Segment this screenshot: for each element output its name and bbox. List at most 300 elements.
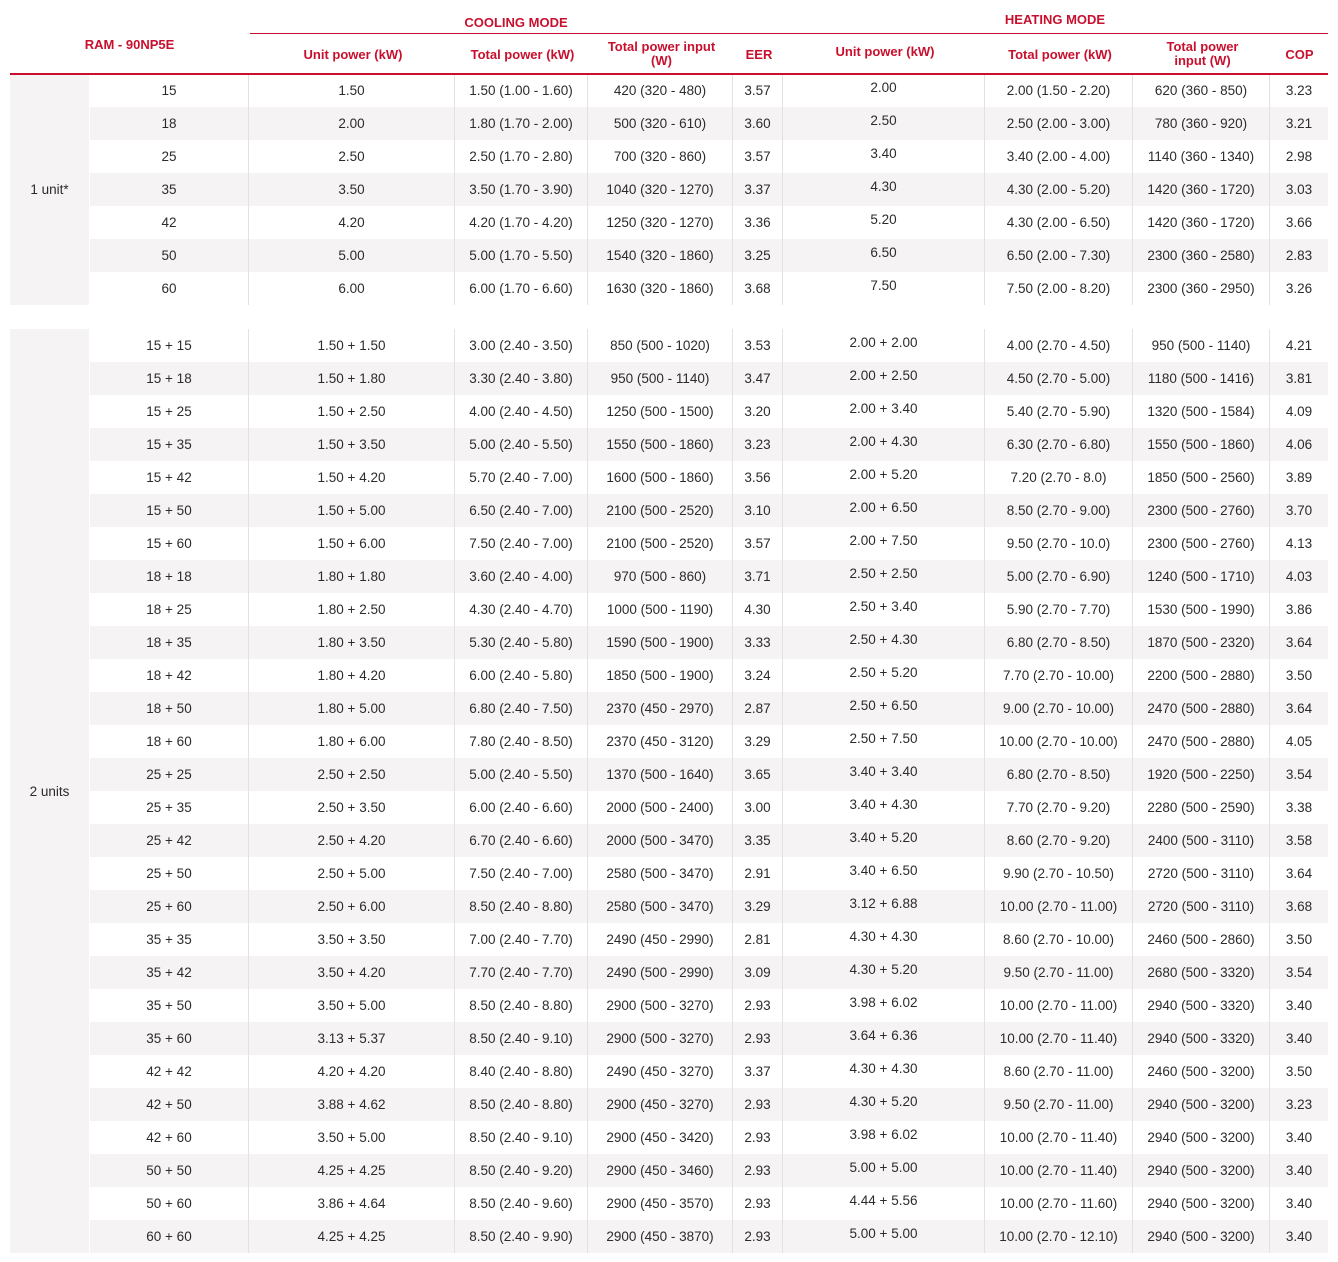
table-row (90, 923, 1328, 956)
cool-total-power-header: Total power (kW) (470, 47, 575, 62)
indoor-combination-cell: 35 + 42 (90, 956, 249, 989)
cool-unit-power-cell: 1.80 + 2.50 (249, 593, 455, 626)
heat-power-input-cell: 2460 (500 - 2860) (1133, 923, 1270, 956)
indoor-combination-cell: 42 + 42 (90, 1055, 249, 1088)
cool-unit-power-cell: 1.50 + 6.00 (249, 527, 455, 560)
heat-total-power-cell: 8.60 (2.70 - 9.20) (985, 824, 1133, 857)
cool-power-input-cell: 2490 (450 - 3270) (588, 1055, 733, 1088)
group-label: 2 units (10, 329, 90, 1253)
heat-total-power-cell: 4.50 (2.70 - 5.00) (985, 362, 1133, 395)
cool-power-input-cell: 1600 (500 - 1860) (588, 461, 733, 494)
eer-cell: 3.10 (733, 494, 783, 527)
cop-cell: 3.38 (1285, 800, 1313, 815)
indoor-combination-cell: 25 + 60 (90, 890, 249, 923)
heat-total-power-cell: 8.60 (2.70 - 10.00) (985, 923, 1133, 956)
heat-unit-power-cell: 4.30 + 5.20 (783, 1088, 985, 1121)
cool-total-power-cell: 8.40 (2.40 - 8.80) (455, 1055, 588, 1088)
heat-power-input-cell: 2470 (500 - 2880) (1133, 725, 1270, 758)
cool-power-input-cell: 1850 (500 - 1900) (588, 659, 733, 692)
eer-cell: 3.33 (733, 626, 783, 659)
heat-total-power-cell: 5.40 (2.70 - 5.90) (985, 395, 1133, 428)
cool-unit-power-cell: 1.50 + 5.00 (249, 494, 455, 527)
indoor-combination-cell: 35 (90, 173, 249, 206)
cool-unit-power-cell: 1.50 (249, 74, 455, 107)
heat-total-power-cell: 10.00 (2.70 - 10.00) (985, 725, 1133, 758)
cop-cell: 3.66 (1285, 215, 1313, 230)
indoor-combination-cell: 35 + 60 (90, 1022, 249, 1055)
cool-power-input-cell: 2900 (450 - 3870) (588, 1220, 733, 1253)
heat-total-power-cell: 4.30 (2.00 - 5.20) (985, 173, 1133, 206)
eer-cell: 3.37 (733, 1055, 783, 1088)
indoor-combination-cell: 25 (90, 140, 249, 173)
heat-unit-power-cell: 2.00 + 4.30 (783, 428, 985, 461)
cool-power-input-cell: 2900 (450 - 3570) (588, 1187, 733, 1220)
table-row (90, 272, 1328, 305)
cop-cell: 3.50 (1285, 668, 1313, 683)
cool-total-power-cell: 6.80 (2.40 - 7.50) (455, 692, 588, 725)
heat-power-input-cell: 620 (360 - 850) (1133, 74, 1270, 107)
eer-cell: 3.65 (733, 758, 783, 791)
row-group (10, 329, 1328, 1253)
heat-power-input-cell: 2400 (500 - 3110) (1133, 824, 1270, 857)
indoor-combination-cell: 15 + 42 (90, 461, 249, 494)
table-row (90, 890, 1328, 923)
table-row (90, 329, 1328, 362)
cop-cell: 3.50 (1285, 1064, 1313, 1079)
cop-cell: 3.40 (1285, 1229, 1313, 1244)
eer-cell: 4.30 (733, 593, 783, 626)
cool-power-input-cell: 1370 (500 - 1640) (588, 758, 733, 791)
cool-unit-power-cell: 2.50 + 5.00 (249, 857, 455, 890)
cool-power-input-cell: 700 (320 - 860) (588, 140, 733, 173)
table-row (90, 140, 1328, 173)
cop-cell: 4.13 (1285, 536, 1313, 551)
cool-unit-power-cell: 2.50 + 4.20 (249, 824, 455, 857)
table-row (90, 626, 1328, 659)
table-body (10, 74, 1328, 1253)
heat-total-power-cell: 9.00 (2.70 - 10.00) (985, 692, 1133, 725)
cool-total-power-cell: 8.50 (2.40 - 9.10) (455, 1121, 588, 1154)
cool-power-input-cell: 2000 (500 - 2400) (588, 791, 733, 824)
cop-cell: 3.64 (1285, 701, 1313, 716)
cool-unit-power-cell: 1.50 + 1.80 (249, 362, 455, 395)
cool-total-power-cell: 8.50 (2.40 - 9.20) (455, 1154, 588, 1187)
cool-power-input-cell: 500 (320 - 610) (588, 107, 733, 140)
table-row (90, 494, 1328, 527)
heat-power-input-header (1134, 40, 1271, 68)
cop-cell: 4.03 (1285, 569, 1313, 584)
cop-cell: 3.40 (1285, 998, 1313, 1013)
table-row (90, 857, 1328, 890)
heat-unit-power-header: Unit power (kW) (835, 44, 935, 59)
cop-cell: 4.06 (1285, 437, 1313, 452)
cool-unit-power-cell: 1.80 + 1.80 (249, 560, 455, 593)
heat-power-input-cell: 2470 (500 - 2880) (1133, 692, 1270, 725)
cop-cell: 3.40 (1285, 1130, 1313, 1145)
heat-power-input-cell: 2460 (500 - 3200) (1133, 1055, 1270, 1088)
cop-cell: 4.09 (1285, 404, 1313, 419)
table-row (90, 1055, 1328, 1088)
heat-unit-power-cell: 7.50 (783, 272, 985, 305)
table-row (90, 956, 1328, 989)
cool-total-power-cell: 4.20 (1.70 - 4.20) (455, 206, 588, 239)
heat-total-power-cell: 6.80 (2.70 - 8.50) (985, 626, 1133, 659)
indoor-combination-cell: 35 + 35 (90, 923, 249, 956)
table-row (90, 1154, 1328, 1187)
indoor-combination-cell: 18 + 25 (90, 593, 249, 626)
heat-unit-power-cell: 3.40 + 5.20 (783, 824, 985, 857)
cop-cell: 4.05 (1285, 734, 1313, 749)
cop-cell: 2.83 (1285, 248, 1313, 263)
cool-total-power-cell: 5.00 (1.70 - 5.50) (455, 239, 588, 272)
heat-total-power-cell: 10.00 (2.70 - 12.10) (985, 1220, 1133, 1253)
cool-power-input-cell: 2900 (450 - 3270) (588, 1088, 733, 1121)
table-row (90, 395, 1328, 428)
cool-total-power-cell: 8.50 (2.40 - 9.90) (455, 1220, 588, 1253)
cool-unit-power-cell: 1.80 + 3.50 (249, 626, 455, 659)
cool-unit-power-cell: 3.50 + 3.50 (249, 923, 455, 956)
heat-total-power-cell: 2.00 (1.50 - 2.20) (985, 74, 1133, 107)
cool-total-power-cell: 8.50 (2.40 - 9.10) (455, 1022, 588, 1055)
indoor-combination-cell: 35 + 50 (90, 989, 249, 1022)
cool-unit-power-cell: 1.50 + 2.50 (249, 395, 455, 428)
row-group (10, 74, 1328, 305)
cool-power-input-cell: 2370 (450 - 2970) (588, 692, 733, 725)
indoor-combination-cell: 50 (90, 239, 249, 272)
eer-cell: 3.68 (733, 272, 783, 305)
cop-cell: 3.23 (1285, 1097, 1313, 1112)
heat-power-input-cell: 2720 (500 - 3110) (1133, 857, 1270, 890)
table-row (90, 362, 1328, 395)
cool-power-input-cell: 2900 (500 - 3270) (588, 1022, 733, 1055)
heat-unit-power-cell: 2.00 + 7.50 (783, 527, 985, 560)
table-row (90, 989, 1328, 1022)
indoor-combination-cell: 25 + 42 (90, 824, 249, 857)
cool-unit-power-cell: 4.20 (249, 206, 455, 239)
heat-total-power-cell: 10.00 (2.70 - 11.60) (985, 1187, 1133, 1220)
cool-power-input-cell: 2100 (500 - 2520) (588, 527, 733, 560)
heat-power-input-cell: 1850 (500 - 2560) (1133, 461, 1270, 494)
cool-unit-power-cell: 4.20 + 4.20 (249, 1055, 455, 1088)
cool-total-power-cell: 7.80 (2.40 - 8.50) (455, 725, 588, 758)
heat-total-power-cell: 7.20 (2.70 - 8.0) (985, 461, 1133, 494)
eer-cell: 3.29 (733, 890, 783, 923)
cop-cell: 3.21 (1285, 116, 1313, 131)
heat-total-power-cell: 5.00 (2.70 - 6.90) (985, 560, 1133, 593)
eer-cell: 3.20 (733, 395, 783, 428)
cool-unit-power-cell: 3.50 (249, 173, 455, 206)
cool-unit-power-cell: 2.50 + 2.50 (249, 758, 455, 791)
cool-total-power-cell: 8.50 (2.40 - 8.80) (455, 989, 588, 1022)
eer-cell: 2.93 (733, 1022, 783, 1055)
cool-power-input-cell: 1590 (500 - 1900) (588, 626, 733, 659)
heat-unit-power-cell: 4.30 + 5.20 (783, 956, 985, 989)
cool-unit-power-cell: 2.50 + 6.00 (249, 890, 455, 923)
eer-cell: 3.35 (733, 824, 783, 857)
cool-power-input-header-line1: Total power input (607, 39, 716, 54)
table-row (90, 659, 1328, 692)
heat-power-input-cell: 1870 (500 - 2320) (1133, 626, 1270, 659)
indoor-combination-cell: 18 + 60 (90, 725, 249, 758)
heat-unit-power-cell: 4.30 + 4.30 (783, 923, 985, 956)
heat-unit-power-cell: 2.50 + 6.50 (783, 692, 985, 725)
cool-power-input-cell: 1550 (500 - 1860) (588, 428, 733, 461)
cool-total-power-cell: 1.50 (1.00 - 1.60) (455, 74, 588, 107)
eer-cell: 2.93 (733, 1220, 783, 1253)
heat-unit-power-cell: 5.20 (783, 206, 985, 239)
indoor-combination-cell: 18 + 42 (90, 659, 249, 692)
table-row (90, 74, 1328, 107)
heat-power-input-cell: 1180 (500 - 1416) (1133, 362, 1270, 395)
cool-total-power-cell: 7.70 (2.40 - 7.70) (455, 956, 588, 989)
cool-power-input-header-line2: (W) (651, 53, 672, 68)
heat-total-power-cell: 5.90 (2.70 - 7.70) (985, 593, 1133, 626)
cool-power-input-cell: 1540 (320 - 1860) (588, 239, 733, 272)
heat-total-power-cell: 4.00 (2.70 - 4.50) (985, 329, 1133, 362)
cool-total-power-cell: 8.50 (2.40 - 9.60) (455, 1187, 588, 1220)
heat-power-input-cell: 1420 (360 - 1720) (1133, 206, 1270, 239)
cool-total-power-cell: 6.70 (2.40 - 6.60) (455, 824, 588, 857)
group-rows (90, 329, 1328, 1253)
cool-total-power-cell: 2.50 (1.70 - 2.80) (455, 140, 588, 173)
heat-power-input-cell: 780 (360 - 920) (1133, 107, 1270, 140)
table-row (90, 173, 1328, 206)
heat-unit-power-cell: 4.30 + 4.30 (783, 1055, 985, 1088)
cool-power-input-cell: 1040 (320 - 1270) (588, 173, 733, 206)
heat-power-input-cell: 1550 (500 - 1860) (1133, 428, 1270, 461)
heat-total-power-cell: 8.60 (2.70 - 11.00) (985, 1055, 1133, 1088)
header-bottom-rule (10, 73, 1328, 75)
cool-unit-power-cell: 3.50 + 5.00 (249, 989, 455, 1022)
cool-total-power-cell: 5.00 (2.40 - 5.50) (455, 428, 588, 461)
heat-power-input-header-line1: Total power (1166, 39, 1239, 54)
heat-total-power-cell: 6.80 (2.70 - 8.50) (985, 758, 1133, 791)
indoor-combination-cell: 18 + 18 (90, 560, 249, 593)
table-row (90, 1022, 1328, 1055)
heat-unit-power-cell: 5.00 + 5.00 (783, 1220, 985, 1253)
heat-unit-power-cell: 2.00 (783, 74, 985, 107)
table-row (90, 824, 1328, 857)
heat-power-input-cell: 1420 (360 - 1720) (1133, 173, 1270, 206)
heat-unit-power-cell: 6.50 (783, 239, 985, 272)
table-row (90, 1187, 1328, 1220)
eer-cell: 3.57 (733, 140, 783, 173)
cop-cell: 3.89 (1285, 470, 1313, 485)
cool-power-input-cell: 2100 (500 - 2520) (588, 494, 733, 527)
table-row (90, 527, 1328, 560)
indoor-combination-cell: 15 + 25 (90, 395, 249, 428)
indoor-combination-cell: 15 + 35 (90, 428, 249, 461)
heat-total-power-cell: 2.50 (2.00 - 3.00) (985, 107, 1133, 140)
eer-cell: 3.57 (733, 74, 783, 107)
cool-total-power-cell: 3.30 (2.40 - 3.80) (455, 362, 588, 395)
eer-cell: 3.37 (733, 173, 783, 206)
eer-cell: 3.23 (733, 428, 783, 461)
cool-total-power-cell: 6.00 (1.70 - 6.60) (455, 272, 588, 305)
cop-cell: 3.86 (1285, 602, 1313, 617)
heat-unit-power-cell: 2.00 + 6.50 (783, 494, 985, 527)
heat-power-input-cell: 1140 (360 - 1340) (1133, 140, 1270, 173)
heat-power-input-cell: 2940 (500 - 3200) (1133, 1154, 1270, 1187)
heat-power-input-cell: 1920 (500 - 2250) (1133, 758, 1270, 791)
heat-unit-power-cell: 2.50 + 5.20 (783, 659, 985, 692)
table-row (90, 461, 1328, 494)
cop-cell: 3.81 (1285, 371, 1313, 386)
cool-unit-power-cell: 4.25 + 4.25 (249, 1220, 455, 1253)
table-row (90, 692, 1328, 725)
eer-cell: 3.25 (733, 239, 783, 272)
heat-unit-power-cell: 3.40 + 3.40 (783, 758, 985, 791)
cop-cell: 2.98 (1285, 149, 1313, 164)
indoor-combination-cell: 42 + 50 (90, 1088, 249, 1121)
indoor-combination-cell: 18 (90, 107, 249, 140)
cop-cell: 3.26 (1285, 281, 1313, 296)
heat-unit-power-cell: 4.44 + 5.56 (783, 1187, 985, 1220)
heat-power-input-cell: 2300 (500 - 2760) (1133, 527, 1270, 560)
cool-total-power-cell: 7.50 (2.40 - 7.00) (455, 857, 588, 890)
cop-header: COP (1285, 47, 1314, 62)
heat-power-input-cell: 2680 (500 - 3320) (1133, 956, 1270, 989)
heat-total-power-cell: 9.50 (2.70 - 10.0) (985, 527, 1133, 560)
heating-mode-rule (782, 33, 1328, 34)
eer-cell: 3.60 (733, 107, 783, 140)
heat-power-input-cell: 1530 (500 - 1990) (1133, 593, 1270, 626)
cop-cell: 3.64 (1285, 866, 1313, 881)
heat-unit-power-cell: 2.50 + 2.50 (783, 560, 985, 593)
cool-total-power-cell: 5.00 (2.40 - 5.50) (455, 758, 588, 791)
cool-total-power-cell: 7.00 (2.40 - 7.70) (455, 923, 588, 956)
eer-cell: 2.93 (733, 1154, 783, 1187)
heat-power-input-cell: 2940 (500 - 3320) (1133, 1022, 1270, 1055)
cool-unit-power-cell: 1.80 + 6.00 (249, 725, 455, 758)
cool-power-input-cell: 1000 (500 - 1190) (588, 593, 733, 626)
cool-total-power-cell: 6.00 (2.40 - 6.60) (455, 791, 588, 824)
cop-cell: 3.54 (1285, 965, 1313, 980)
indoor-combination-cell: 15 + 60 (90, 527, 249, 560)
cool-total-power-cell: 6.00 (2.40 - 5.80) (455, 659, 588, 692)
heat-unit-power-cell: 2.50 + 4.30 (783, 626, 985, 659)
table-row (90, 1220, 1328, 1253)
cool-power-input-cell: 850 (500 - 1020) (588, 329, 733, 362)
eer-cell: 3.00 (733, 791, 783, 824)
cooling-mode-rule (250, 33, 782, 34)
eer-cell: 3.56 (733, 461, 783, 494)
heat-total-power-cell: 8.50 (2.70 - 9.00) (985, 494, 1133, 527)
heat-unit-power-cell: 2.50 (783, 107, 985, 140)
table-row (90, 560, 1328, 593)
heat-total-power-cell: 7.70 (2.70 - 10.00) (985, 659, 1133, 692)
heat-power-input-cell: 2940 (500 - 3200) (1133, 1121, 1270, 1154)
cool-unit-power-cell: 1.50 + 3.50 (249, 428, 455, 461)
cool-power-input-cell: 1250 (500 - 1500) (588, 395, 733, 428)
heat-power-input-cell: 950 (500 - 1140) (1133, 329, 1270, 362)
indoor-combination-cell: 25 + 35 (90, 791, 249, 824)
heat-total-power-cell: 10.00 (2.70 - 11.00) (985, 989, 1133, 1022)
cool-unit-power-cell: 2.00 (249, 107, 455, 140)
cop-cell: 3.40 (1285, 1031, 1313, 1046)
eer-cell: 2.93 (733, 989, 783, 1022)
indoor-combination-cell: 18 + 35 (90, 626, 249, 659)
heat-unit-power-cell: 3.12 + 6.88 (783, 890, 985, 923)
cool-total-power-cell: 8.50 (2.40 - 8.80) (455, 1088, 588, 1121)
cool-total-power-cell: 4.30 (2.40 - 4.70) (455, 593, 588, 626)
cool-power-input-cell: 2900 (450 - 3460) (588, 1154, 733, 1187)
cool-unit-power-cell: 1.80 + 5.00 (249, 692, 455, 725)
table-row (90, 239, 1328, 272)
cool-total-power-cell: 3.50 (1.70 - 3.90) (455, 173, 588, 206)
heat-total-power-cell: 9.50 (2.70 - 11.00) (985, 956, 1133, 989)
cool-power-input-cell: 420 (320 - 480) (588, 74, 733, 107)
cool-unit-power-cell: 6.00 (249, 272, 455, 305)
heat-total-power-cell: 9.90 (2.70 - 10.50) (985, 857, 1133, 890)
indoor-combination-cell: 15 + 50 (90, 494, 249, 527)
cool-unit-power-cell: 2.50 + 3.50 (249, 791, 455, 824)
cool-power-input-cell: 2580 (500 - 3470) (588, 890, 733, 923)
cool-total-power-cell: 4.00 (2.40 - 4.50) (455, 395, 588, 428)
heat-power-input-cell: 2300 (500 - 2760) (1133, 494, 1270, 527)
cop-cell: 3.23 (1285, 83, 1313, 98)
cool-unit-power-cell: 1.50 + 4.20 (249, 461, 455, 494)
table-row (90, 725, 1328, 758)
indoor-combination-cell: 42 + 60 (90, 1121, 249, 1154)
indoor-combination-cell: 18 + 50 (90, 692, 249, 725)
heating-mode-heading: HEATING MODE (1004, 12, 1106, 27)
cool-total-power-cell: 6.50 (2.40 - 7.00) (455, 494, 588, 527)
indoor-combination-cell: 15 + 15 (90, 329, 249, 362)
heat-unit-power-cell: 2.00 + 5.20 (783, 461, 985, 494)
cop-cell: 3.54 (1285, 767, 1313, 782)
cool-power-input-cell: 970 (500 - 860) (588, 560, 733, 593)
cool-power-input-cell: 2490 (450 - 2990) (588, 923, 733, 956)
eer-cell: 3.53 (733, 329, 783, 362)
heat-unit-power-cell: 3.40 + 6.50 (783, 857, 985, 890)
heat-unit-power-cell: 3.98 + 6.02 (783, 989, 985, 1022)
table-row (90, 758, 1328, 791)
heat-total-power-cell: 10.00 (2.70 - 11.40) (985, 1154, 1133, 1187)
cool-unit-power-cell: 3.13 + 5.37 (249, 1022, 455, 1055)
cool-unit-power-cell: 3.50 + 5.00 (249, 1121, 455, 1154)
heat-total-power-cell: 10.00 (2.70 - 11.40) (985, 1022, 1133, 1055)
cooling-mode-heading: COOLING MODE (464, 15, 568, 30)
cool-unit-power-cell: 3.50 + 4.20 (249, 956, 455, 989)
indoor-combination-cell: 42 (90, 206, 249, 239)
eer-cell: 3.29 (733, 725, 783, 758)
group-spacer (10, 305, 1328, 329)
table-header (10, 8, 1328, 74)
eer-cell: 3.09 (733, 956, 783, 989)
cool-power-input-cell: 1630 (320 - 1860) (588, 272, 733, 305)
cool-total-power-cell: 3.60 (2.40 - 4.00) (455, 560, 588, 593)
heat-total-power-cell: 10.00 (2.70 - 11.40) (985, 1121, 1133, 1154)
cool-total-power-cell: 1.80 (1.70 - 2.00) (455, 107, 588, 140)
cop-cell: 3.40 (1285, 1196, 1313, 1211)
eer-cell: 3.36 (733, 206, 783, 239)
indoor-combination-cell: 60 (90, 272, 249, 305)
table-row (90, 791, 1328, 824)
heat-total-power-cell: 7.50 (2.00 - 8.20) (985, 272, 1133, 305)
eer-cell: 2.93 (733, 1187, 783, 1220)
indoor-combination-cell: 25 + 25 (90, 758, 249, 791)
heat-unit-power-cell: 2.50 + 3.40 (783, 593, 985, 626)
heat-unit-power-cell: 2.00 + 2.00 (783, 329, 985, 362)
eer-cell: 3.24 (733, 659, 783, 692)
heat-power-input-cell: 2300 (360 - 2950) (1133, 272, 1270, 305)
heat-power-input-cell: 2940 (500 - 3200) (1133, 1088, 1270, 1121)
indoor-combination-cell: 60 + 60 (90, 1220, 249, 1253)
cool-power-input-cell: 2000 (500 - 3470) (588, 824, 733, 857)
cool-total-power-cell: 8.50 (2.40 - 8.80) (455, 890, 588, 923)
heat-power-input-cell: 2720 (500 - 3110) (1133, 890, 1270, 923)
